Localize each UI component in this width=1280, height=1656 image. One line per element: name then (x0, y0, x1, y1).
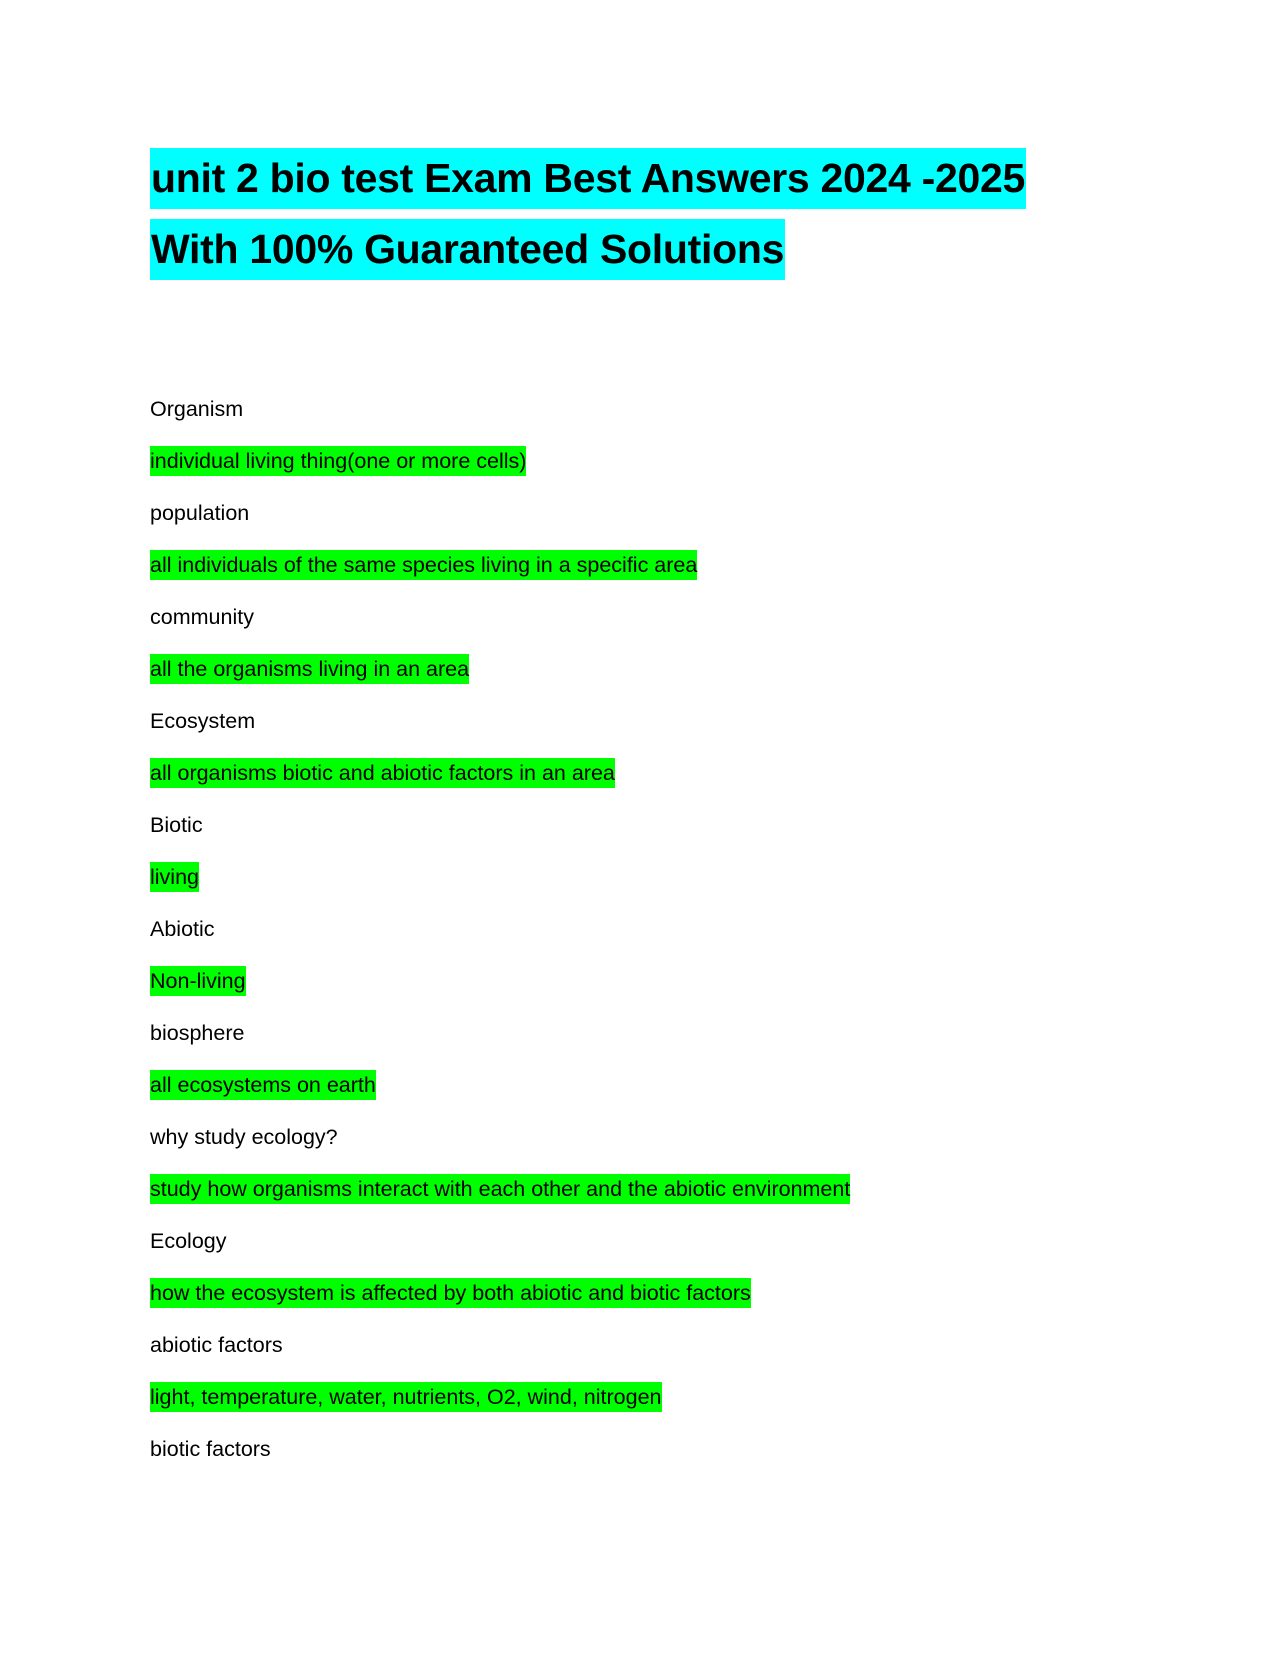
term-definition-list (150, 397, 1150, 1499)
term-row (150, 813, 1150, 875)
definition-text: all individuals of the same species living in a specific area (150, 550, 697, 580)
term-text: Ecosystem (150, 709, 256, 733)
title-line-1: unit 2 bio test Exam Best Answers 2024 -2025 (150, 148, 1026, 209)
term-row (150, 917, 1150, 979)
term-row (150, 1437, 1150, 1499)
definition-row (150, 969, 1150, 1031)
definition-text: all the organisms living in an area (150, 654, 469, 684)
term-text: Organism (150, 397, 244, 421)
definition-text: light, temperature, water, nutrients, O2, wind, nitrogen (150, 1382, 662, 1412)
definition-row (150, 1177, 1150, 1239)
term-text: abiotic factors (150, 1333, 283, 1357)
definition-row (150, 1385, 1150, 1447)
definition-row (150, 449, 1150, 511)
term-text: population (150, 501, 250, 525)
definition-text: individual living thing(one or more cells) (150, 446, 526, 476)
term-text: biosphere (150, 1021, 245, 1045)
term-text: Ecology (150, 1229, 227, 1253)
definition-row (150, 657, 1150, 719)
definition-text: all ecosystems on earth (150, 1070, 376, 1100)
definition-row (150, 761, 1150, 823)
definition-text: study how organisms interact with each other and the abiotic environment (150, 1174, 850, 1204)
definition-text: how the ecosystem is affected by both abiotic and biotic factors (150, 1278, 751, 1308)
definition-text: Non-living (150, 966, 246, 996)
definition-row (150, 553, 1150, 615)
term-text: why study ecology? (150, 1125, 338, 1149)
term-text: Biotic (150, 813, 203, 837)
term-text: Abiotic (150, 917, 215, 941)
definition-row (150, 865, 1150, 927)
definition-row (150, 1281, 1150, 1343)
term-text: biotic factors (150, 1437, 271, 1461)
title-line-2: With 100% Guaranteed Solutions (150, 219, 785, 280)
definition-text: all organisms biotic and abiotic factors in an area (150, 758, 615, 788)
definition-text: living (150, 862, 199, 892)
document-title (150, 148, 1150, 290)
term-text: community (150, 605, 254, 629)
